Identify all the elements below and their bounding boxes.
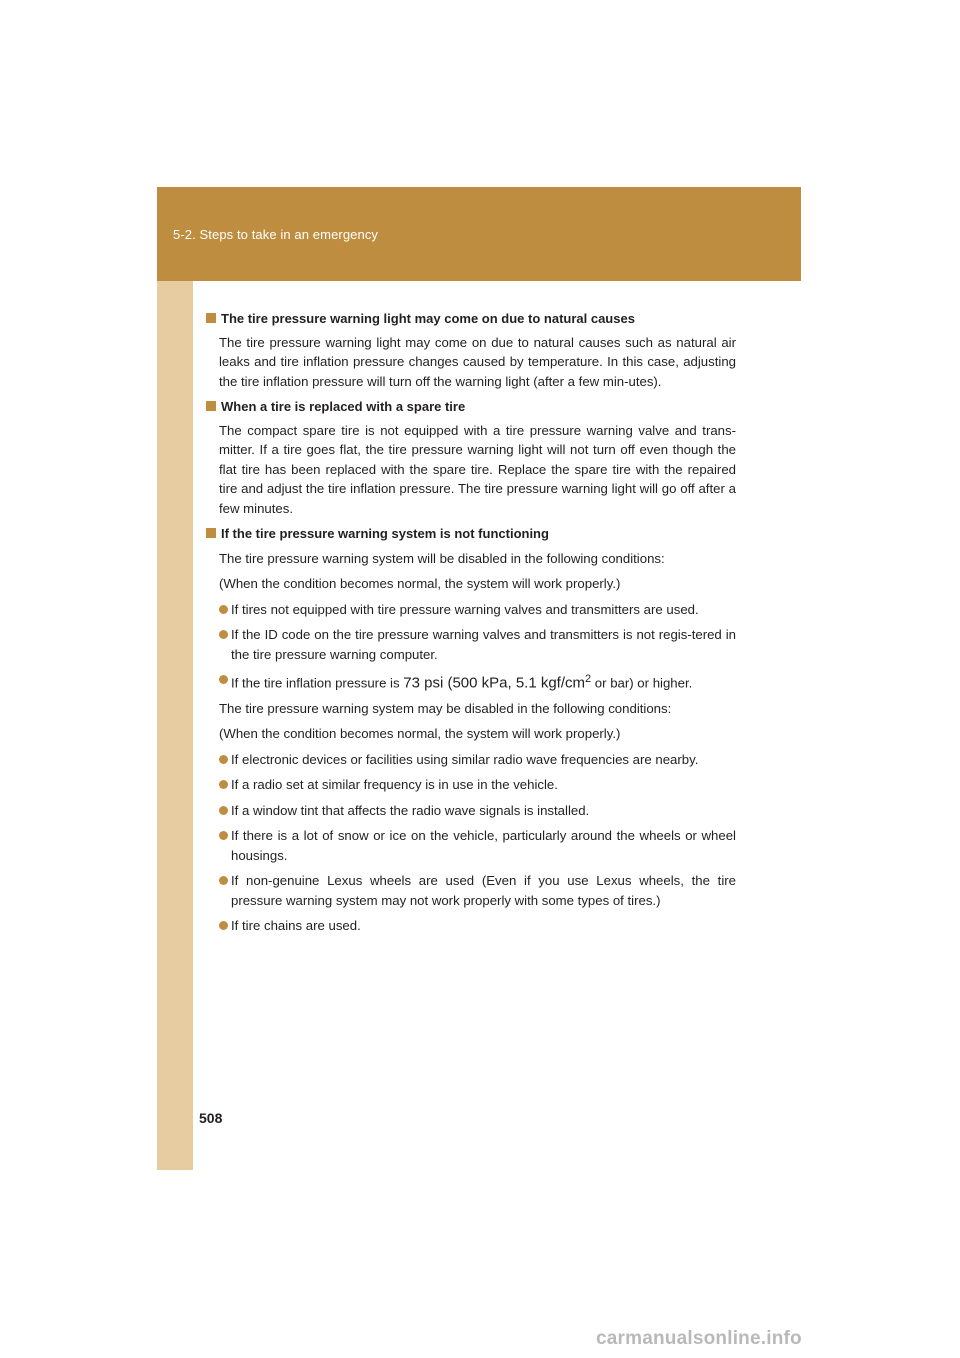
circle-bullet-icon (219, 831, 228, 840)
circle-bullet-icon (219, 675, 228, 684)
square-bullet-icon (206, 313, 216, 323)
page-sidebar-band (157, 187, 193, 1170)
list-item: If tire chains are used. (206, 916, 736, 936)
note-normal-condition: (When the condition becomes normal, the system will work properly.) (219, 576, 621, 591)
intro-disabled-conditions: The tire pressure warning system will be disabled in the following conditions: (219, 550, 665, 566)
circle-bullet-icon (219, 921, 228, 930)
list-item: If a window tint that affects the radio wave signals is installed. (206, 801, 736, 821)
list-item: If tires not equipped with tire pressure warning valves and transmitters are used. (206, 600, 736, 620)
circle-bullet-icon (219, 876, 228, 885)
circle-bullet-icon (219, 780, 228, 789)
list-item: If a radio set at similar frequency is in use in the vehicle. (206, 775, 736, 795)
section-heading-spare-tire: When a tire is replaced with a spare tire (206, 397, 736, 417)
section-heading-not-functioning: If the tire pressure warning system is not functioning (206, 524, 736, 544)
list-item: If electronic devices or facilities using similar radio wave frequencies are nearby. (206, 750, 736, 770)
paragraph-spare-tire: The compact spare tire is not equipped with a tire pressure warning valve and trans-mitter. If a tire goes flat, the tire pressure warning light will not turn off even though the flat tire has been replaced with the spare tire. Replace the spare tire with the repaired tire and adjust the tire inflation pressure. The tire pressure warning light will go off after a few minutes. (219, 422, 736, 516)
section-header-bar (157, 187, 801, 281)
page-number: 508 (199, 1110, 223, 1126)
section-header-title: 5-2. Steps to take in an emergency (173, 227, 379, 242)
square-bullet-icon (206, 401, 216, 411)
circle-bullet-icon (219, 755, 228, 764)
intro-may-be-disabled: The tire pressure warning system may be disabled in the following conditions: (219, 700, 672, 716)
list-item: If there is a lot of snow or ice on the vehicle, particularly around the wheels or wheel housings. (206, 826, 736, 865)
list-item: If the ID code on the tire pressure warning valves and transmitters is not regis-tered in the tire pressure warning computer. (206, 625, 736, 664)
circle-bullet-icon (219, 605, 228, 614)
page-content (206, 309, 736, 942)
circle-bullet-icon (219, 806, 228, 815)
note-normal-condition: (When the condition becomes normal, the system will work properly.) (219, 726, 621, 742)
watermark-text: carmanualsonline.info (596, 1328, 802, 1349)
paragraph-natural-causes: The tire pressure warning light may come on due to natural causes such as natural air leaks and tire inflation pressure changes caused by temperature. In this case, adjusting the tire inflation pressure will turn off the warning light (after a few min-utes). (219, 334, 736, 389)
list-item: If the tire inflation pressure is 73 psi (500 kPa, 5.1 kgf/$cm^2$ or bar) or higher. (206, 670, 736, 693)
square-bullet-icon (206, 528, 216, 538)
section-heading-natural-causes: The tire pressure warning light may come on due to natural causes (206, 309, 736, 329)
list-item: If non-genuine Lexus wheels are used (Even if you use Lexus wheels, the tire pressure warning system may not work properly with some types of tires.) (206, 871, 736, 910)
circle-bullet-icon (219, 630, 228, 639)
